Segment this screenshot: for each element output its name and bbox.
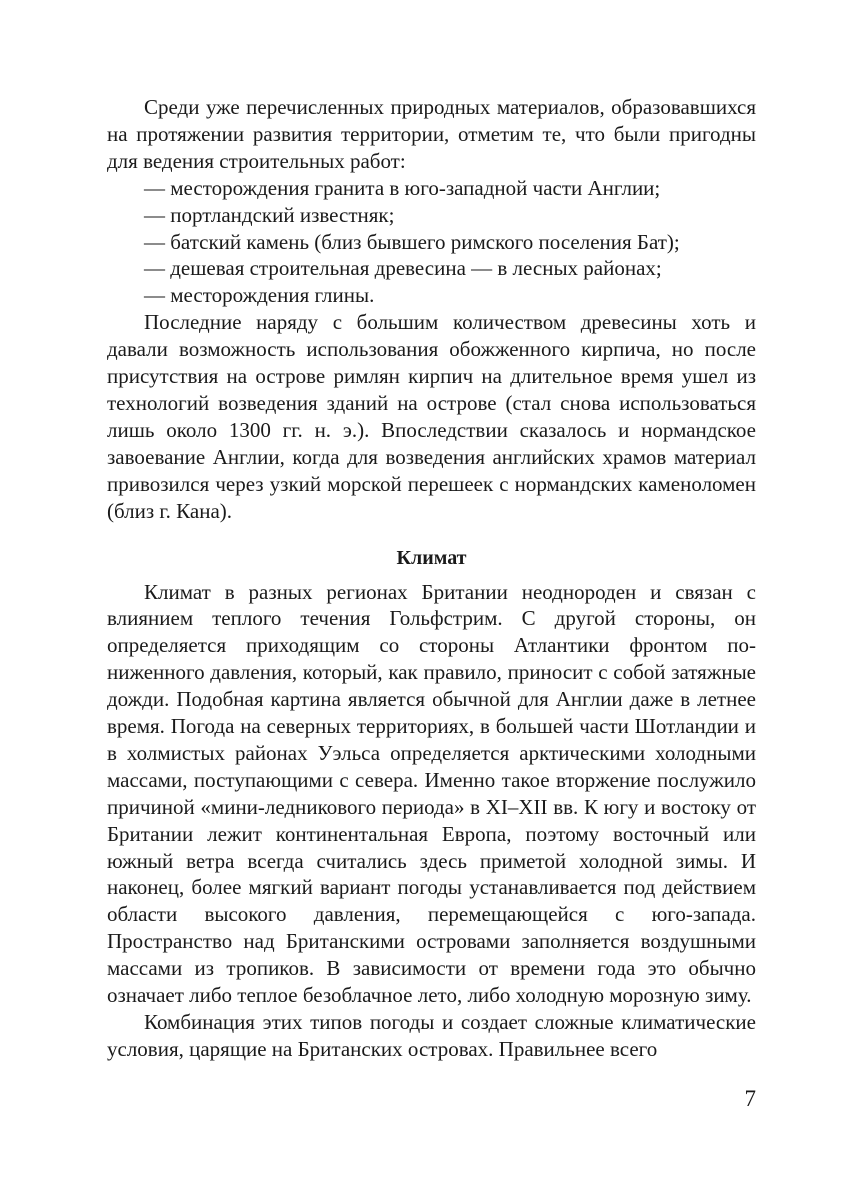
climate-paragraph: Климат в разных регионах Британии неоднороден и связан с влиянием теплого течения Гольфстрим. С другой стороны, он определяется приходящим со стороны Атлантики фронтом пониженного давления, который, как правило, приносит с собой затяжные дожди. Подобная картина является обычной для Англии даже в летнее время. Погода на северных территориях, в большей части Шотландии и в холмистых районах Уэльса определяется арктическими холодными массами, поступающими с севера. Именно такое вторжение послужило причиной «мини-ледникового периода» в XI–XII вв. К югу и востоку от Британии лежит континентальная Европа, поэтому восточный или южный ветра всегда считались здесь приметой холодной зимы. И наконец, более мягкий вариант погоды устанавливается под действием области высокого давления, перемещающейся с юго-запада. Пространство над Британскими островами заполняется воздушными массами из тропиков. В зависимости от времени года это обычно означает либо теплое безоблачное лето, либо холодную морозную зиму. bbox=[107, 579, 756, 1008]
section-heading-climate: Климат bbox=[396, 546, 467, 569]
materials-list bbox=[107, 175, 756, 310]
list-item: — месторождения гранита в юго-западной части Англии; bbox=[144, 175, 661, 200]
page-body bbox=[107, 94, 756, 1063]
list-item: — месторождения глины. bbox=[144, 283, 375, 308]
intro-paragraph: Среди уже перечисленных природных материалов, образовавшихся на протяжении развития территории, отметим те, что были пригодны для ведения строительных работ: bbox=[107, 95, 756, 173]
list-item: — батский камень (близ бывшего римского поселения Бат); bbox=[144, 229, 680, 254]
climate-continuation-paragraph: Комбинация этих типов погоды и создает сложные климатические условия, царящие на Британских островах. Правильнее всего bbox=[107, 1010, 756, 1061]
list-item: — портландский известняк; bbox=[144, 202, 395, 227]
brick-paragraph: Последние наряду с большим количеством древесины хоть и давали возможность использования обожженного кирпича, но после присутствия на острове римлян кирпич на длительное время ушел из технологий возведения зданий на острове (стал снова использоваться лишь около 1300 гг. н. э.). Впоследствии сказалось и нормандское завоевание Англии, когда для возведения английских храмов материал привозился через узкий морской перешеек с нормандских каменоломен (близ г. Кана). bbox=[107, 310, 756, 523]
list-item: — дешевая строительная древесина — в лесных районах; bbox=[144, 256, 662, 281]
page-number: 7 bbox=[744, 1086, 756, 1111]
